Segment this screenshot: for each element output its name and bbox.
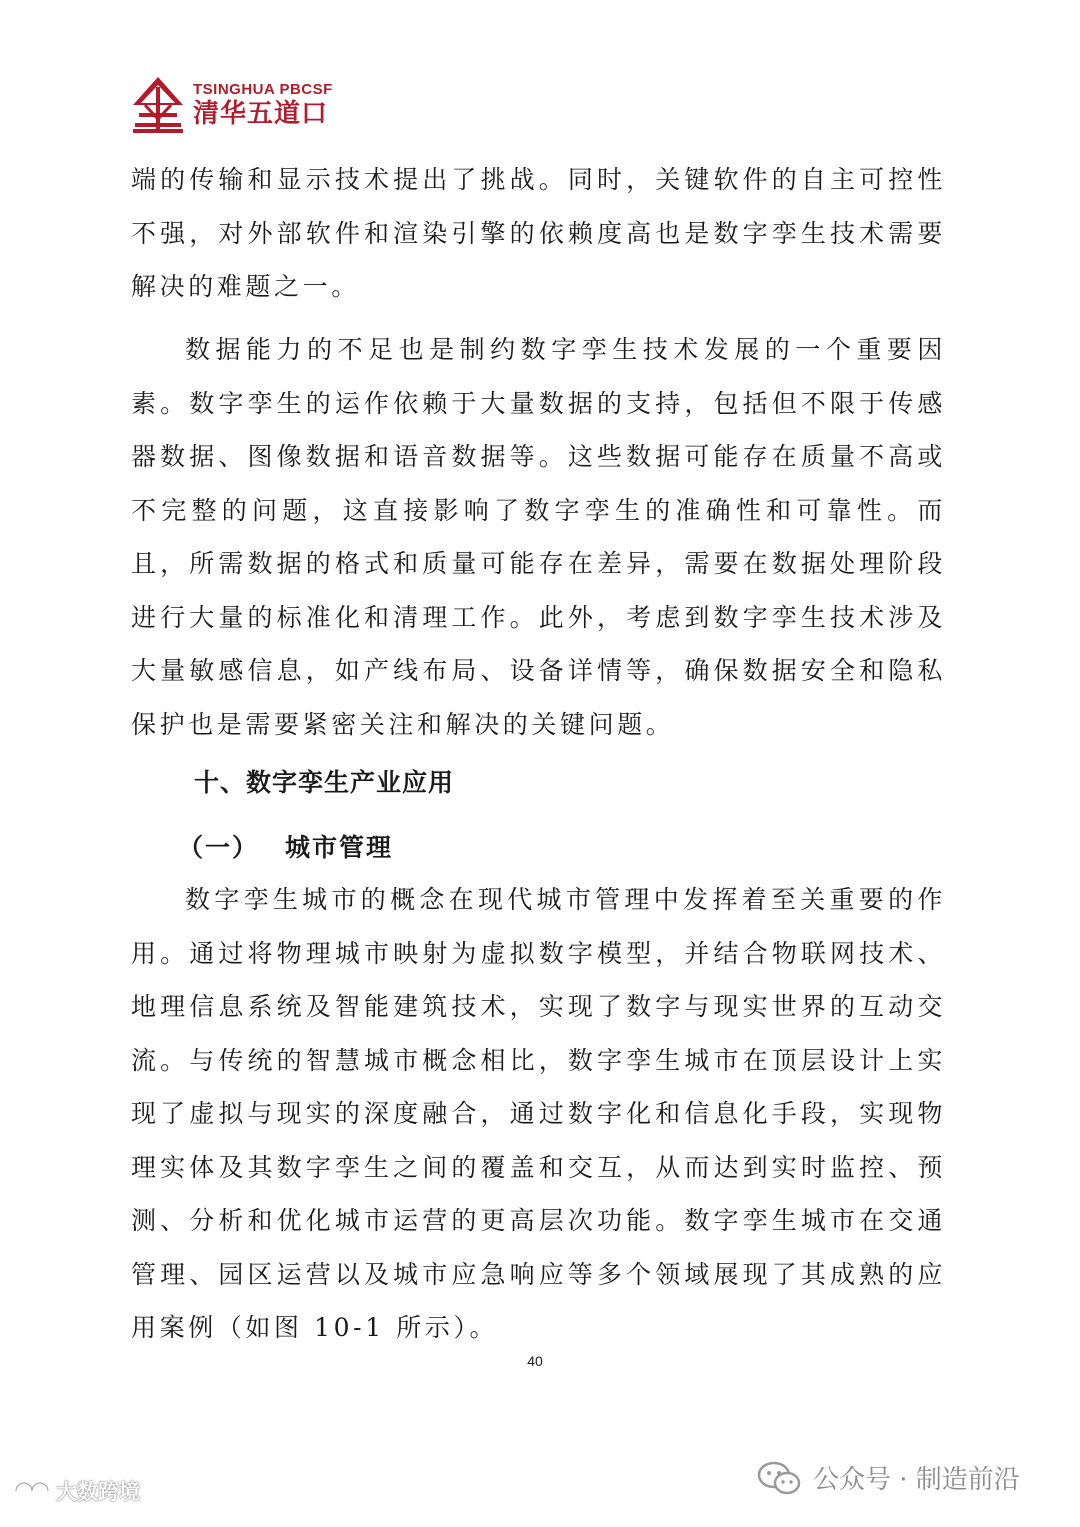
logo-chinese-name: 清华五道口 xyxy=(193,98,329,129)
section-heading: 十、数字孪生产业应用 xyxy=(194,768,455,797)
watermark-left xyxy=(12,1476,140,1506)
paragraph-1: 端的传输和显示技术提出了挑战。同时，关键软件的自主可控性不强，对外部软件和渲染引擎的依赖度高也是数字孪生技术需要解决的难题之一。 xyxy=(131,165,946,301)
watermark-left-text: 大数跨境 xyxy=(56,1480,140,1504)
watermark-right xyxy=(757,1459,1020,1496)
subsection-title: 城市管理 xyxy=(285,833,394,862)
wechat-icon xyxy=(757,1461,801,1495)
logo-english-name: TSINGHUA PBCSF xyxy=(193,80,333,98)
tsinghua-pbcsf-logo-icon xyxy=(131,75,185,133)
subsection-heading xyxy=(178,826,393,870)
header-logo xyxy=(131,74,333,134)
watermark-right-text: 公众号 · 制造前沿 xyxy=(813,1465,1020,1495)
paragraph-3: 数字孪生城市的概念在现代城市管理中发挥着至关重要的作用。通过将物理城市映射为虚拟数字模型，并结合物联网技术、地理信息系统及智能建筑技术，实现了数字与现实世界的互动交流。与传统的智慧城市概念相比，数字孪生城市在顶层设计上实现了虚拟与现实的深度融合，通过数字化和信息化手段，实现物理实体及其数字孪生之间的覆盖和交互，从而达到实时监控、预测、分析和优化城市运营的更高层次功能。数字孪生城市在交通管理、园区运营以及城市应急响应等多个领域展现了其成熟的应用案例（如图 10-1 所示）。 xyxy=(131,885,946,1342)
subsection-number: （一） xyxy=(178,833,260,862)
paragraph-2: 数据能力的不足也是制约数字孪生技术发展的一个重要因素。数字孪生的运作依赖于大量数据的支持，包括但不限于传感器数据、图像数据和语音数据等。这些数据可能存在质量不高或不完整的问题，这直接影响了数字孪生的准确性和可靠性。而且，所需数据的格式和质量可能存在差异，需要在数据处理阶段进行大量的标准化和清理工作。此外，考虑到数字孪生技术涉及大量敏感信息，如产线布局、设备详情等，确保数据安全和隐私保护也是需要紧密关注和解决的关键问题。 xyxy=(131,335,946,739)
page-number: 40 xyxy=(527,1353,543,1369)
watermark-logo-icon xyxy=(12,1479,52,1503)
